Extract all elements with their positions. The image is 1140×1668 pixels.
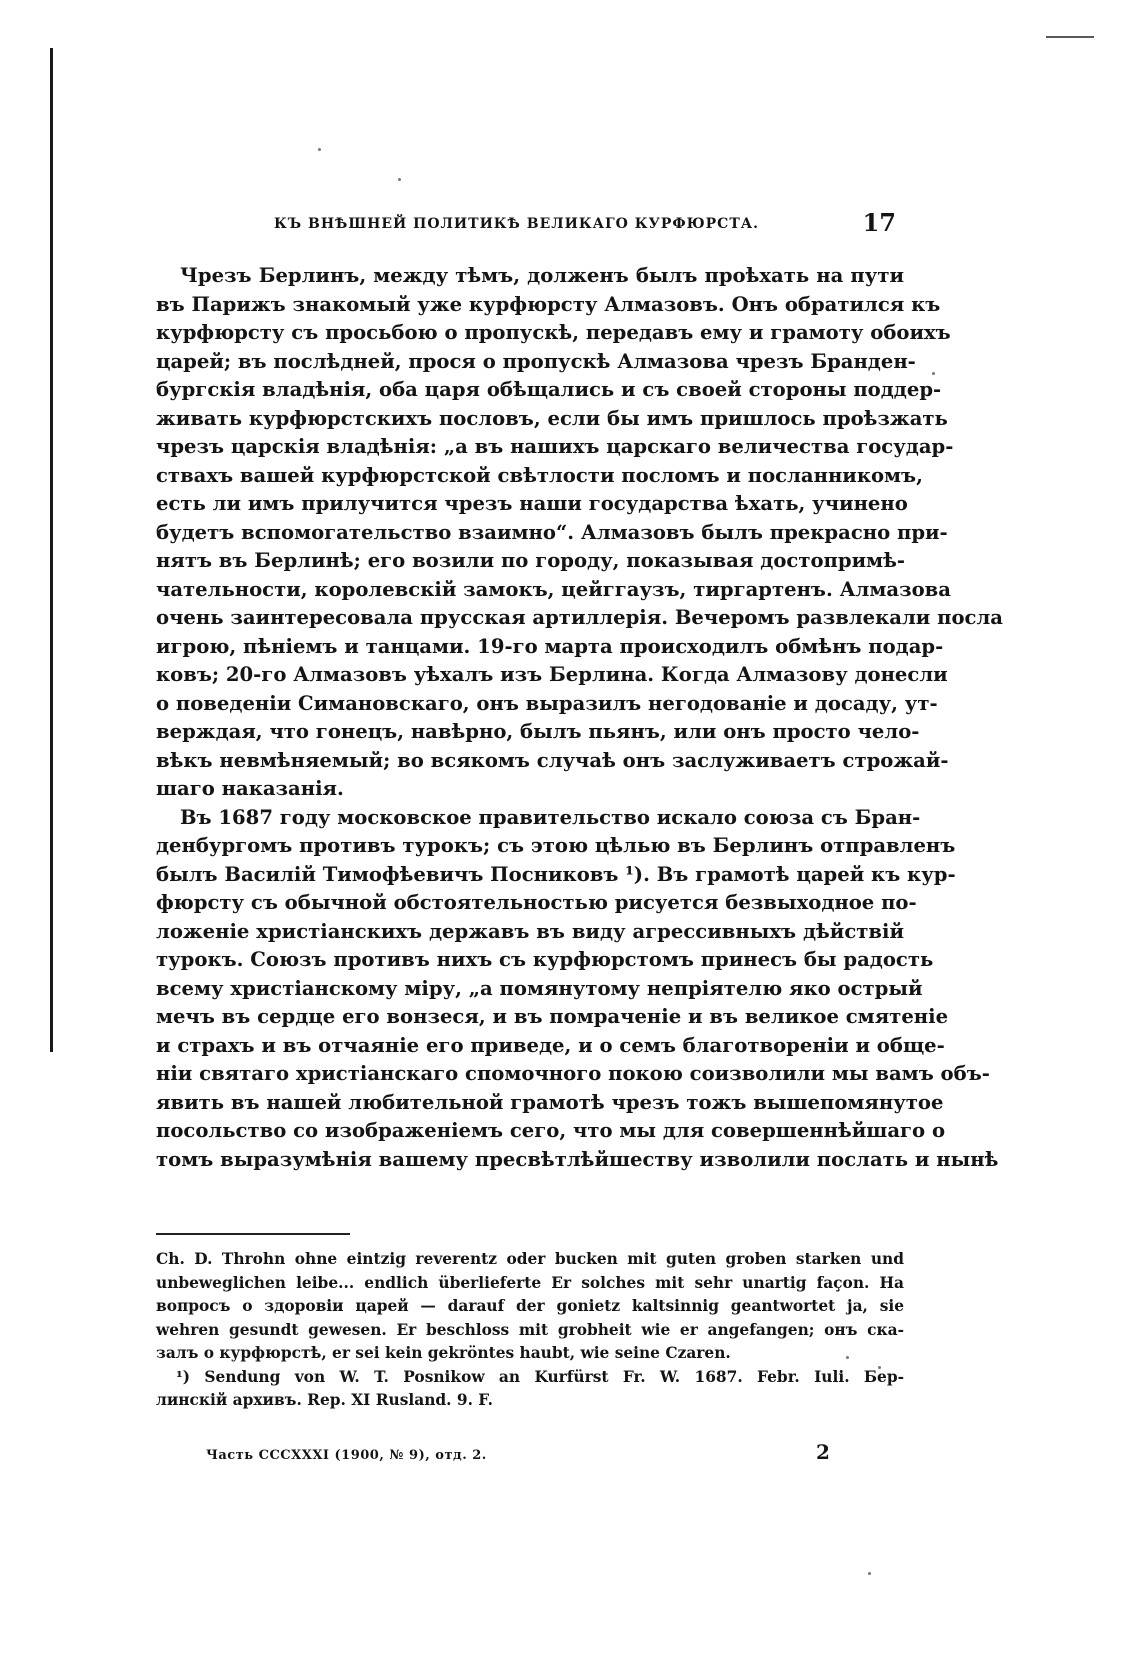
text-line: бургскія владѣнія, оба царя обѣщались и съ своей стороны поддер- xyxy=(156,378,942,401)
text-line: есть ли имъ прилучится чрезъ наши государства ѣхать, учинено xyxy=(156,492,908,515)
text-line: въ Парижъ знакомый уже курфюрсту Алмазовъ. Онъ обратился къ xyxy=(156,292,941,316)
text-line: о поведеніи Симановскаго, онъ выразилъ негодованіе и досаду, ут- xyxy=(156,691,938,715)
text-line: курфюрсту съ просьбою о пропускѣ, передавъ ему и грамоту обоихъ xyxy=(156,321,951,344)
text-line: фюрсту съ обычной обстоятельностью рисуется безвыходное по- xyxy=(156,891,917,914)
text-line: нятъ въ Берлинѣ; его возили по городу, показывая достопримѣ- xyxy=(156,549,906,572)
text-line: былъ Василій Тимофѣевичъ Посниковъ ¹). Въ грамотѣ царей къ кур- xyxy=(156,862,956,886)
body-text xyxy=(156,262,1003,1174)
text-line: Въ 1687 году московское правительство искало союза съ Бран- xyxy=(180,805,921,829)
text-line: царей; въ послѣдней, прося о пропускѣ Алмазова чрезъ Бранден- xyxy=(156,349,916,373)
scan-speck xyxy=(318,148,321,151)
text-line: верждая, что гонецъ, навѣрно, былъ пьянъ, или онъ просто чело- xyxy=(156,720,920,743)
text-line: шаго наказанія. xyxy=(156,777,344,800)
text-line: чательности, королевскій замокъ, цейггаузъ, тиргартенъ. Алмазова xyxy=(156,577,951,601)
text-line: денбургомъ противъ турокъ; съ этою цѣлью въ Берлинъ отправленъ xyxy=(156,834,956,857)
text-line: игрою, пѣніемъ и танцами. 19-го марта происходилъ обмѣнъ подар- xyxy=(156,634,944,658)
text-line: турокъ. Союзъ противъ нихъ съ курфюрстомъ принесъ бы радость xyxy=(156,948,934,971)
scan-speck xyxy=(932,372,935,375)
printer-signature: Часть CCCXXXI (1900, № 9), отд. 2. xyxy=(206,1448,487,1463)
text-line: и страхъ и въ отчаяніе его приведе, и о семъ благотвореніи и обще- xyxy=(156,1033,945,1057)
page-header xyxy=(248,208,896,238)
text-line: ствахъ вашей курфюрстской свѣтлости посломъ и посланникомъ, xyxy=(156,463,923,487)
text-line: будетъ вспомогательство взаимно“. Алмазовъ былъ прекрасно при- xyxy=(156,520,948,544)
text-line: очень заинтересовала прусская артиллерія. Вечеромъ развлекали посла xyxy=(156,606,1003,629)
text-line: явить въ нашей любительной грамотѣ чрезъ тожъ вышепомянутое xyxy=(156,1090,944,1114)
text-line: томъ выразумѣнія вашему пресвѣтлѣйшеству изволили послать и нынѣ xyxy=(156,1147,999,1171)
text-line: Чрезъ Берлинъ, между тѣмъ, долженъ былъ проѣхать на пути xyxy=(180,264,904,287)
footnote-line: wehren gesundt gewesen. Er beschloss mit grobheit wie er angefangen; онъ ска- xyxy=(156,1320,904,1339)
scan-mark xyxy=(1046,36,1094,38)
running-head: КЪ ВНѢШНЕЙ ПОЛИТИКѢ ВЕЛИКАГО КУРФЮРСТА. xyxy=(274,216,760,232)
scan-margin-line xyxy=(50,48,53,1052)
footnote-line: ¹) Sendung von W. T. Posnikow an Kurfürst Fr. W. 1687. Febr. Iuli. Бер- xyxy=(176,1367,904,1386)
text-line: мечъ въ сердце его вонзеся, и въ помраченіе и въ великое смятеніе xyxy=(156,1005,949,1028)
text-line: чрезъ царскія владѣнія: „а въ нашихъ царскаго величества государ- xyxy=(156,435,954,458)
text-line: живать курфюрстскихъ пословъ, если бы имъ пришлось проѣзжать xyxy=(156,406,948,430)
footnotes xyxy=(156,1248,904,1413)
signature-number: 2 xyxy=(816,1440,830,1464)
footnote-line: залъ о курфюрстѣ, er sei kein gekröntes haubt, wie seine Czaren. xyxy=(156,1344,731,1362)
scan-speck xyxy=(868,1572,871,1575)
text-line: ковъ; 20-го Алмазовъ уѣхалъ изъ Берлина. Когда Алмазову донесли xyxy=(156,663,948,686)
scan-speck xyxy=(398,178,401,181)
text-line: посольство со изображеніемъ сего, что мы для совершеннѣйшаго о xyxy=(156,1119,946,1142)
footnote-line: линскій архивъ. Rep. XI Rusland. 9. F. xyxy=(156,1391,494,1409)
footnote-line: вопросъ о здоровіи царей — darauf der gonietz kaltsinnig geantwortet ja, sie xyxy=(156,1297,904,1315)
footnote-rule xyxy=(156,1233,350,1235)
page-number: 17 xyxy=(862,208,896,237)
footnote-line: unbeweglichen leibe... endlich überlieferte Er solches mit sehr unartig façon. На xyxy=(156,1273,904,1292)
text-line: ніи святаго христіанскаго спомочного покою соизволили мы вамъ объ- xyxy=(156,1062,990,1085)
text-line: вѣкъ невмѣняемый; во всякомъ случаѣ онъ заслуживаетъ строжай- xyxy=(156,748,949,772)
footnote-line: Ch. D. Throhn ohne eintzig reverentz oder bucken mit guten groben starken und xyxy=(156,1250,904,1268)
text-line: всему христіанскому міру, „а помянутому непріятелю яко острый xyxy=(156,976,923,1000)
text-line: ложеніе христіанскихъ державъ въ виду агрессивныхъ дѣйствій xyxy=(156,919,904,943)
